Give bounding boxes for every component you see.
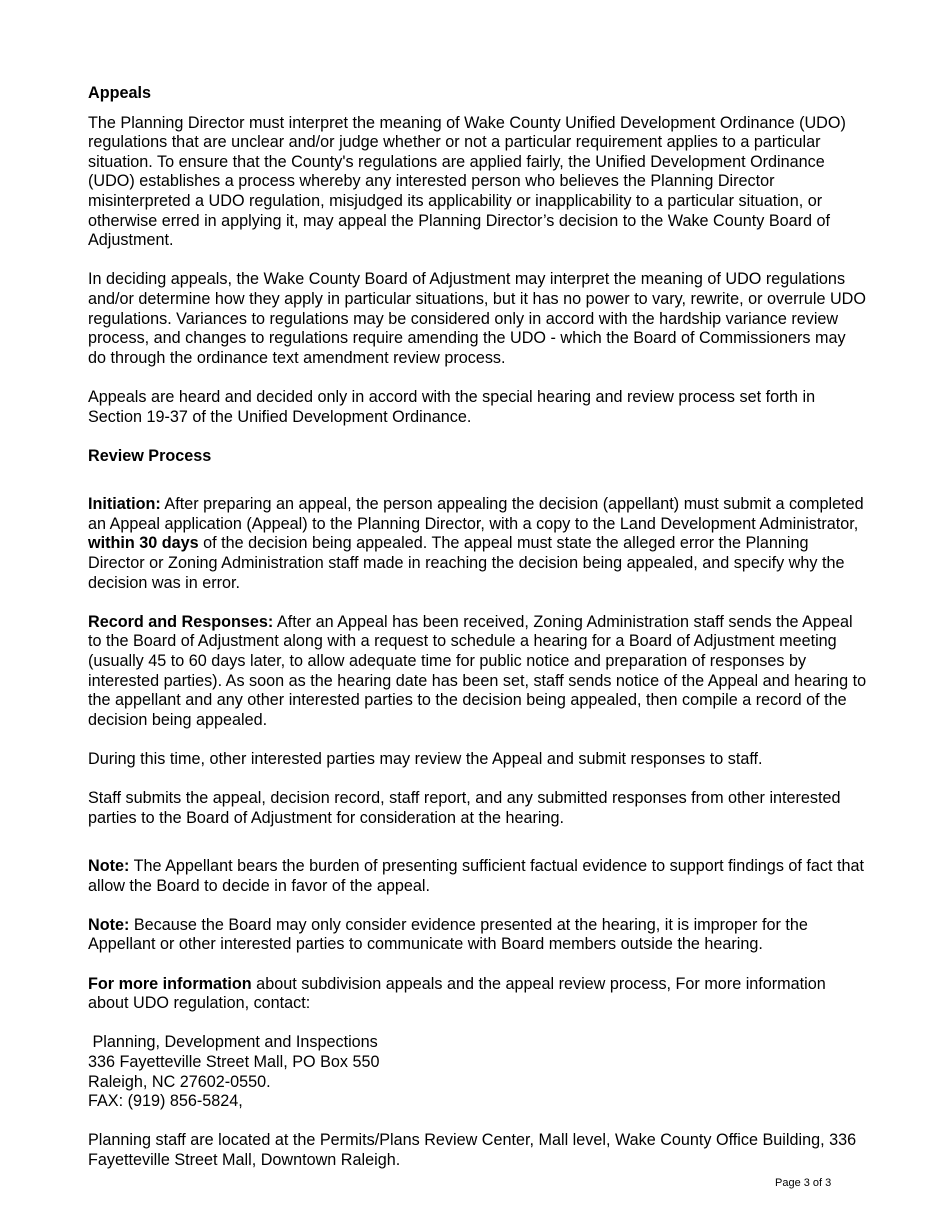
note-1-paragraph: Note: The Appellant bears the burden of presenting sufficient factual evidence to support findings of fact that allow the Board to decide in favor of the appeal. xyxy=(88,856,864,895)
during-paragraph: During this time, other interested parties may review the Appeal and submit responses to staff. xyxy=(88,750,763,768)
review-process-heading: Review Process xyxy=(88,446,212,465)
staff-paragraph: Staff submits the appeal, decision record, staff report, and any submitted responses from other interested parties to the Board of Adjustment for consideration at the hearing. xyxy=(88,789,841,827)
note-2-label: Note: xyxy=(88,915,130,934)
contact-city: Raleigh, NC 27602-0550. xyxy=(88,1072,271,1091)
deadline-emphasis: within 30 days xyxy=(88,534,199,553)
note-2-paragraph: Note: Because the Board may only consider evidence presented at the hearing, it is improper for the Appellant or other interested parties to communicate with Board members outside the hearing. xyxy=(88,915,808,954)
appeals-paragraph-1: The Planning Director must interpret the meaning of Wake County Unified Development Ordinance (UDO) regulations that are unclear and/or judge whether or not a particular requirement applies to a particular situation. To ensure that the County's regulations are applied fairly, the Unified Development Ordinance (UDO) establishes a process whereby any interested person who believes the Planning Director misinterpreted a UDO regulation, misjudged its applicability or inapplicability to a particular situation, or otherwise erred in applying it, may appeal the Planning Director’s decision to the Wake County Board of Adjustment. xyxy=(88,113,846,250)
location-paragraph: Planning staff are located at the Permits/Plans Review Center, Mall level, Wake County Office Building, 336 Fayetteville Street Mall, Downtown Raleigh. xyxy=(88,1131,857,1169)
note-1-label: Note: xyxy=(88,856,130,875)
initiation-paragraph: Initiation: After preparing an appeal, the person appealing the decision (appellant) must submit a completed an Appeal application (Appeal) to the Planning Director, with a copy to the Land Development Administrator, within 30 days of the decision being appealed. The appeal must state the alleged error the Planning Director or Zoning Administration staff made in reaching the decision being appealed, and specify why the decision was in error. xyxy=(88,495,864,592)
more-info-paragraph: For more information about subdivision appeals and the appeal review process, For more information about UDO regulation, contact: xyxy=(88,974,826,1013)
appeals-paragraph-3: Appeals are heard and decided only in accord with the special hearing and review process set forth in Section 19-37 of the Unified Development Ordinance. xyxy=(88,387,816,426)
appeals-heading: Appeals xyxy=(88,84,151,102)
document-page xyxy=(88,84,868,1190)
contact-fax: FAX: (919) 856-5824, xyxy=(88,1092,243,1111)
page-number: Page 3 of 3 xyxy=(775,1177,832,1189)
record-paragraph: Record and Responses: After an Appeal has been received, Zoning Administration staff sends the Appeal to the Board of Adjustment along with a request to schedule a hearing for a Board of Adjustment meeting (usually 45 to 60 days later, to allow adequate time for public notice and preparation of responses by interested parties). As soon as the hearing date has been set, staff sends notice of the Appeal and hearing to the appellant and any other interested parties to the decision being appealed, then compile a record of the decision being appealed. xyxy=(88,612,867,729)
contact-department: Planning, Development and Inspections xyxy=(88,1033,378,1052)
appeals-paragraph-2: In deciding appeals, the Wake County Board of Adjustment may interpret the meaning of UDO regulations and/or determine how they apply in particular situations, but it has no power to vary, rewrite, or overrule UDO regulations. Variances to regulations may be considered only in accord with the hardship variance review process, and changes to regulations require amending the UDO - which the Board of Commissioners may do through the ordinance text amendment review process. xyxy=(88,270,866,367)
initiation-label: Initiation: xyxy=(88,495,161,514)
contact-address xyxy=(88,1033,868,1111)
contact-street: 336 Fayetteville Street Mall, PO Box 550 xyxy=(88,1052,380,1071)
more-info-label: For more information xyxy=(88,974,252,993)
record-label: Record and Responses: xyxy=(88,612,274,631)
